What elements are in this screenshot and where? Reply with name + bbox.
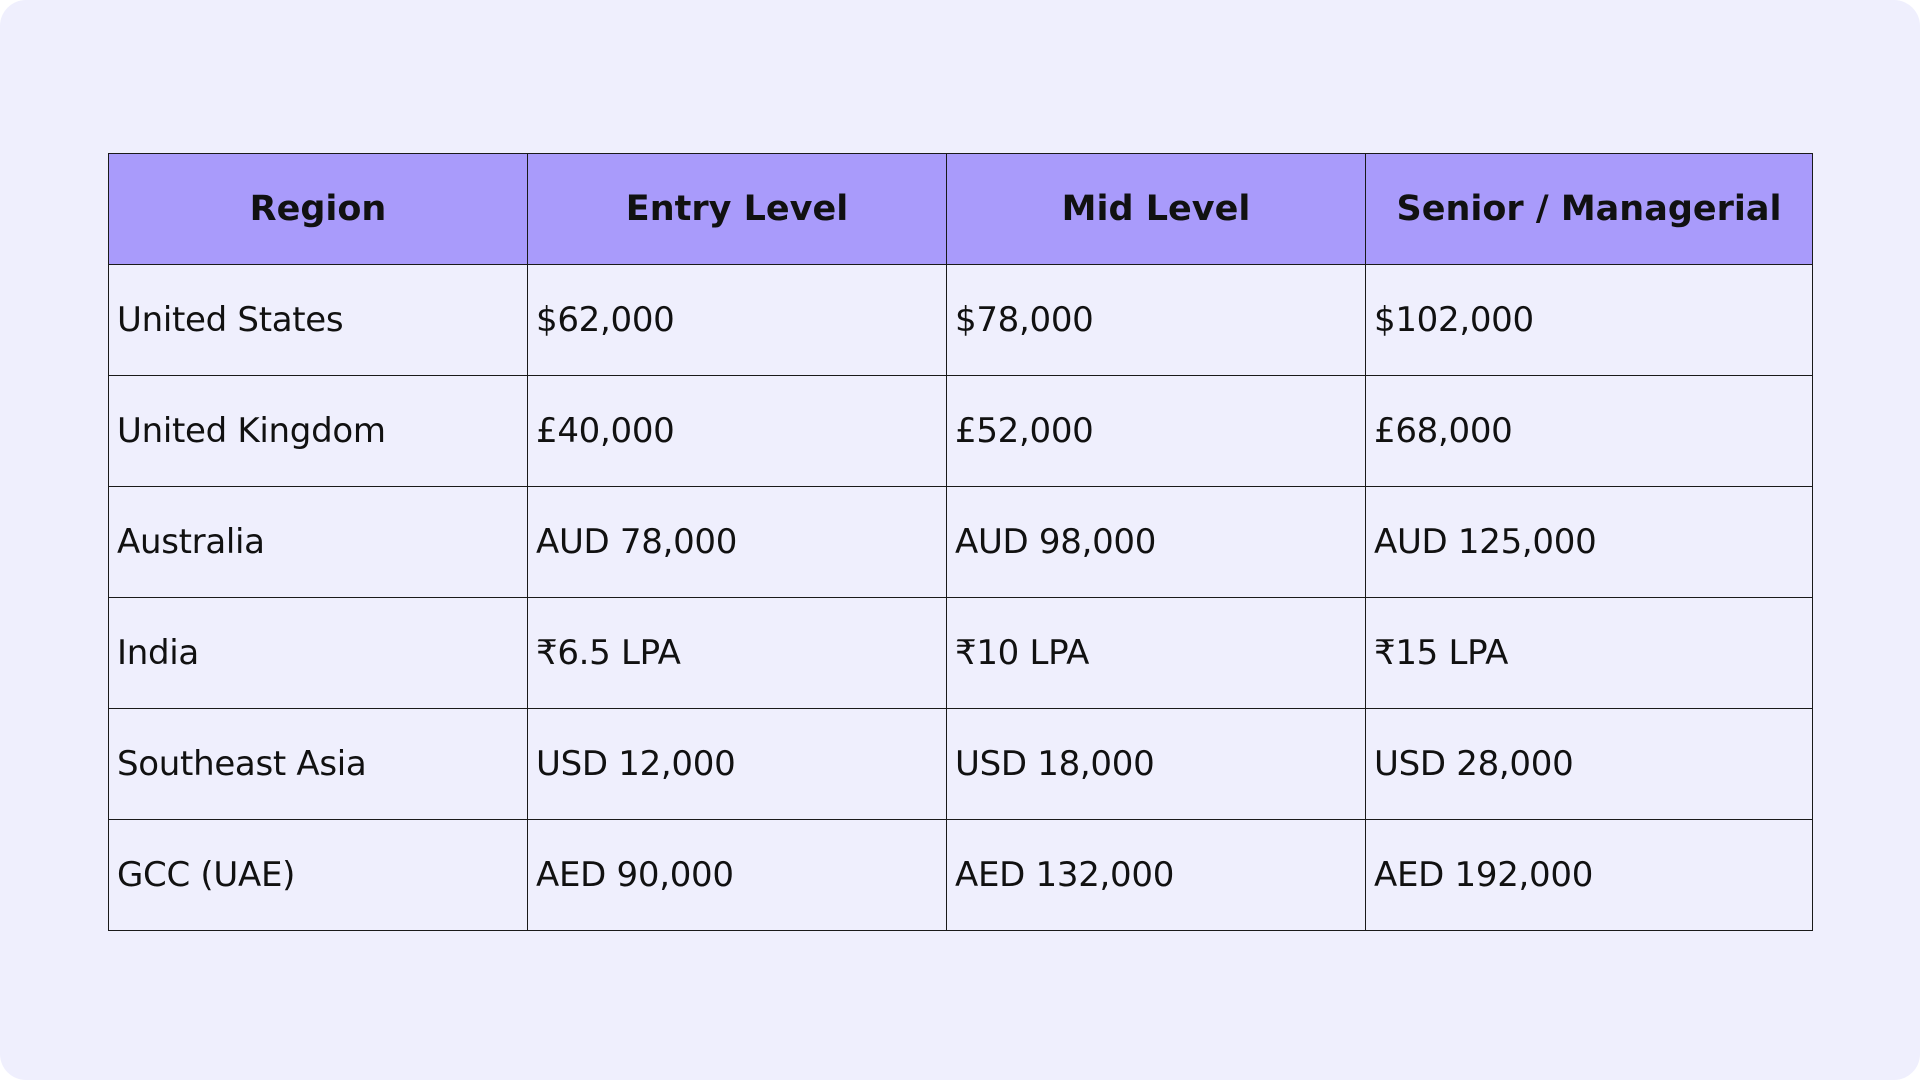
- cell-mid-level: AED 132,000: [947, 820, 1366, 931]
- cell-mid-level: USD 18,000: [947, 709, 1366, 820]
- table-header: [109, 154, 1813, 265]
- table-body: [109, 265, 1813, 931]
- cell-region: Australia: [109, 487, 528, 598]
- cell-mid-level: ₹10 LPA: [947, 598, 1366, 709]
- table-row: [109, 376, 1813, 487]
- header-region: Region: [109, 154, 528, 265]
- cell-mid-level: $78,000: [947, 265, 1366, 376]
- cell-senior: $102,000: [1366, 265, 1813, 376]
- cell-senior: AUD 125,000: [1366, 487, 1813, 598]
- cell-entry-level: AED 90,000: [528, 820, 947, 931]
- header-senior-managerial: Senior / Managerial: [1366, 154, 1813, 265]
- table-row: [109, 709, 1813, 820]
- cell-senior: ₹15 LPA: [1366, 598, 1813, 709]
- cell-entry-level: $62,000: [528, 265, 947, 376]
- cell-senior: AED 192,000: [1366, 820, 1813, 931]
- cell-region: United States: [109, 265, 528, 376]
- cell-entry-level: AUD 78,000: [528, 487, 947, 598]
- cell-entry-level: £40,000: [528, 376, 947, 487]
- cell-senior: £68,000: [1366, 376, 1813, 487]
- cell-region: India: [109, 598, 528, 709]
- table-row: [109, 598, 1813, 709]
- salary-table: [108, 153, 1813, 931]
- header-row: [109, 154, 1813, 265]
- table-row: [109, 820, 1813, 931]
- table-row: [109, 487, 1813, 598]
- cell-senior: USD 28,000: [1366, 709, 1813, 820]
- header-mid-level: Mid Level: [947, 154, 1366, 265]
- header-entry-level: Entry Level: [528, 154, 947, 265]
- table-row: [109, 265, 1813, 376]
- cell-entry-level: ₹6.5 LPA: [528, 598, 947, 709]
- cell-mid-level: £52,000: [947, 376, 1366, 487]
- cell-region: United Kingdom: [109, 376, 528, 487]
- cell-region: GCC (UAE): [109, 820, 528, 931]
- cell-entry-level: USD 12,000: [528, 709, 947, 820]
- cell-region: Southeast Asia: [109, 709, 528, 820]
- cell-mid-level: AUD 98,000: [947, 487, 1366, 598]
